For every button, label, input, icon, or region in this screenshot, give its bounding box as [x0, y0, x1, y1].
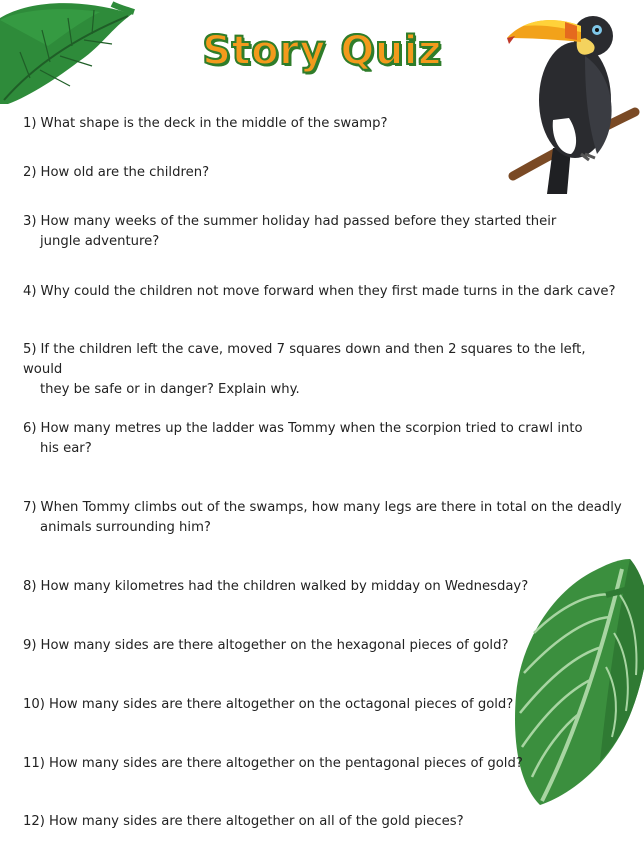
question-number: 8) [23, 579, 37, 594]
question-number: 5) [23, 342, 37, 357]
question-text: How many sides are there altogether on all of the gold pieces? [48, 814, 464, 829]
question-number: 2) [23, 165, 37, 180]
question-text: How many sides are there altogether on the hexagonal pieces of gold? [40, 638, 509, 653]
question-number: 7) [23, 500, 37, 515]
question-number: 10) [23, 697, 45, 712]
page-title: Story Quiz [202, 28, 442, 74]
question-text: How many sides are there altogether on the pentagonal pieces of gold? [48, 756, 523, 771]
question-number: 9) [23, 638, 37, 653]
question-2 [23, 163, 623, 183]
question-number: 11) [23, 756, 45, 771]
question-number: 6) [23, 421, 37, 436]
question-text-continued: they be safe or in danger? Explain why. [40, 382, 300, 397]
question-5 [23, 340, 623, 400]
question-number: 4) [23, 284, 37, 299]
question-8 [23, 577, 623, 597]
question-text-continued: jungle adventure? [40, 234, 160, 249]
question-text: How many metres up the ladder was Tommy when the scorpion tried to crawl into [40, 421, 583, 436]
question-10 [23, 695, 623, 715]
question-text: How many weeks of the summer holiday had passed before they started their [40, 214, 557, 229]
question-text: How many sides are there altogether on the octagonal pieces of gold? [48, 697, 514, 712]
question-text: Why could the children not move forward when they first made turns in the dark cave? [40, 284, 616, 299]
question-number: 3) [23, 214, 37, 229]
question-number: 12) [23, 814, 45, 829]
question-12 [23, 812, 623, 832]
question-text: What shape is the deck in the middle of the swamp? [40, 116, 388, 131]
question-text-continued: animals surrounding him? [40, 520, 211, 535]
question-text-continued: his ear? [40, 441, 92, 456]
question-9 [23, 636, 623, 656]
question-text: If the children left the cave, moved 7 squares down and then 2 squares to the left, would [23, 342, 586, 377]
question-1 [23, 114, 623, 134]
question-3 [23, 212, 623, 252]
question-text: When Tommy climbs out of the swamps, how many legs are there in total on the deadly [40, 500, 622, 515]
question-7 [23, 498, 623, 538]
question-4 [23, 282, 623, 302]
question-text: How old are the children? [40, 165, 210, 180]
question-11 [23, 754, 623, 774]
question-number: 1) [23, 116, 37, 131]
question-6 [23, 419, 623, 459]
question-text: How many kilometres had the children walked by midday on Wednesday? [40, 579, 529, 594]
